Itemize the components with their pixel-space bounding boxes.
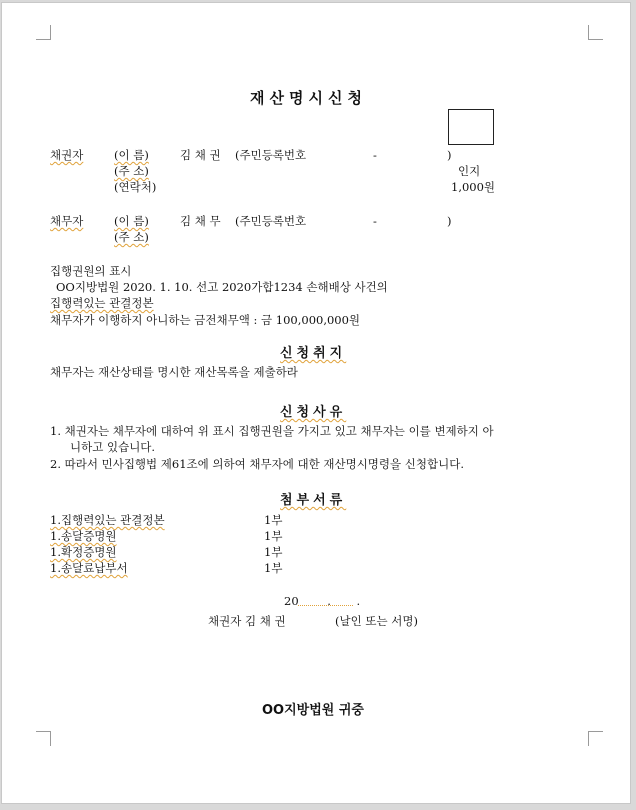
- document-page: [1, 2, 631, 804]
- creditor-rrn-dash: -: [373, 148, 377, 162]
- attachment-item-count: 1부: [264, 545, 283, 559]
- attachment-item-count: 1부: [264, 513, 283, 527]
- attachment-item-name: 1.송달증명원: [50, 529, 117, 543]
- stamp-box: [448, 109, 494, 145]
- debtor-rrn-close: ): [447, 214, 452, 228]
- reason-heading: 신청사유: [280, 405, 347, 420]
- attachment-item-count: 1부: [264, 529, 283, 543]
- debtor-address-label: (주 소): [114, 230, 149, 244]
- signature-date: 20: [284, 594, 299, 608]
- creditor-label: 채권자: [50, 148, 84, 162]
- signature-signer: 채권자 김 채 권: [208, 614, 286, 628]
- creditor-rrn-label: (주민등록번호: [235, 148, 307, 162]
- reason-item2: 2. 따라서 민사집행법 제61조에 의하여 채무자에 대한 재산명시명령을 신청합니다.: [50, 457, 464, 471]
- attachment-item-name: 1.집행력있는 관결정본: [50, 513, 165, 527]
- purpose-heading: 신청취지: [280, 346, 347, 361]
- creditor-name-label: (이 름): [114, 148, 149, 162]
- corner-mark-top-left: [36, 25, 51, 40]
- title-indication-heading: 집행권원의 표시: [50, 264, 132, 278]
- stamp-label: 인지: [458, 164, 481, 178]
- debtor-rrn-dash: -: [373, 214, 377, 228]
- debtor-label: 채무자: [50, 214, 84, 228]
- creditor-contact-label: (연락처): [114, 180, 157, 194]
- signature-date-dots: . .: [298, 594, 361, 608]
- reason-item1-line2: 니하고 있습니다.: [70, 440, 156, 454]
- debtor-rrn-label: (주민등록번호: [235, 214, 307, 228]
- attachment-item-name: 1.확정증명원: [50, 545, 117, 559]
- title-indication-line1: OO지방법원 2020. 1. 10. 선고 2020가합1234 손해배상 사건의: [56, 280, 388, 294]
- corner-mark-bottom-right: [588, 731, 603, 746]
- corner-mark-bottom-left: [36, 731, 51, 746]
- purpose-text: 채무자는 재산상태를 명시한 재산목록을 제출하라: [50, 365, 298, 379]
- creditor-rrn-close: ): [447, 148, 452, 162]
- attachment-item-name: 1.송달료납부서: [50, 561, 128, 575]
- debtor-name-label: (이 름): [114, 214, 149, 228]
- signature-date-line: [298, 605, 353, 606]
- title-indication-line3: 채무자가 이행하지 아니하는 금전채무액 : 금 100,000,000원: [50, 313, 361, 327]
- debtor-name: 김 채 무: [180, 214, 221, 228]
- reason-item1-line1: 1. 채권자는 채무자에 대하여 위 표시 집행권원을 가지고 있고 채무자는 이를 변제하지 아: [50, 424, 494, 438]
- stamp-amount: 1,000원: [451, 180, 496, 194]
- document-title: 재산명시신청: [250, 89, 367, 107]
- court-addressee: OO지방법원 귀중: [262, 703, 364, 718]
- attachments-heading: 첨부서류: [280, 493, 347, 508]
- creditor-address-label: (주 소): [114, 164, 149, 178]
- title-indication-line2: 집행력있는 관결정본: [50, 296, 154, 310]
- attachment-item-count: 1부: [264, 561, 283, 575]
- signature-seal-note: (날인 또는 서명): [335, 614, 418, 628]
- corner-mark-top-right: [588, 25, 603, 40]
- creditor-name: 김 채 권: [180, 148, 221, 162]
